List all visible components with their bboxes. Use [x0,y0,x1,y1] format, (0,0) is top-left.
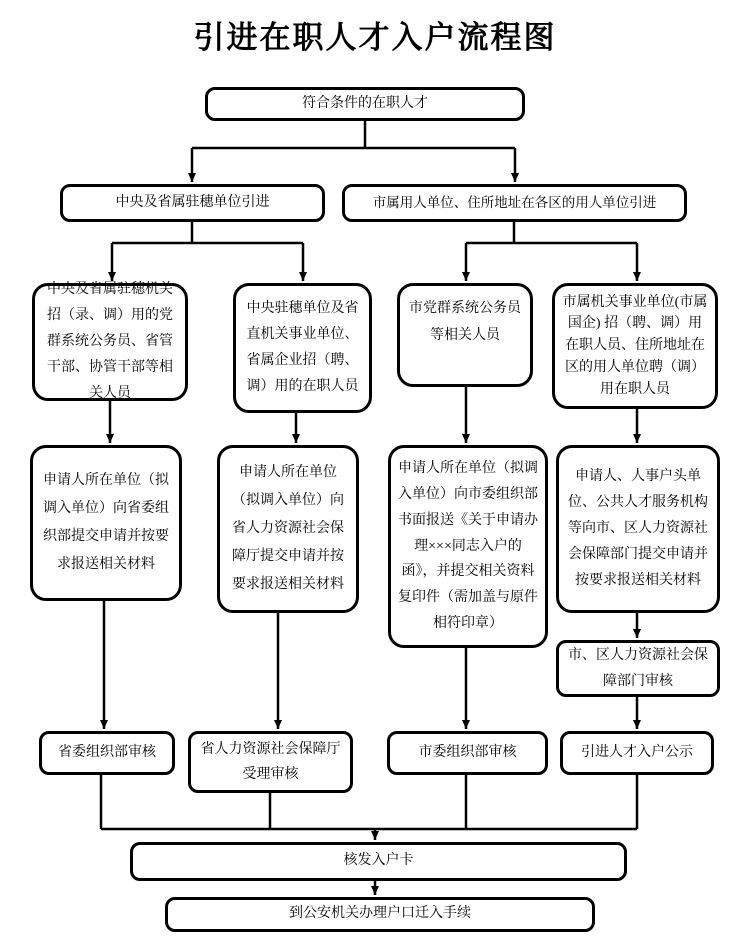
node-police-registration: 到公安机关办理户口迁入手续 [165,897,595,932]
node-issue-household-card: 核发入户卡 [130,842,627,881]
node-apply-city-district-hr: 申请人、人事户头单位、公共人才服务机构等向市、区人力资源社会保障部门提交申请并按要求报送相关材料 [556,445,720,613]
node-review-provincial-hr-dept: 省人力资源社会保障厅受理审核 [188,731,353,793]
node-apply-provincial-org-dept: 申请人所在单位（拟调入单位）向省委组织部提交申请并按要求报送相关材料 [30,445,182,601]
node-category-party-civil-servants: 中央及省属驻穗机关招（录、调）用的党群系统公务员、省管干部、协管干部等相关人员 [32,283,188,401]
node-review-city-org-dept: 市委组织部审核 [387,731,548,775]
node-branch-municipal: 市属用人单位、住所地址在各区的用人单位引进 [342,184,687,222]
node-talent-publicity: 引进人才入户公示 [560,731,714,775]
node-apply-provincial-hr-dept: 申请人所在单位（拟调入单位）向省人力资源社会保障厅提交申请并按要求报送相关材料 [217,445,359,613]
page-title: 引进在职人才入户流程图 [193,20,557,55]
node-category-city-units: 市属机关事业单位(市属国企) 招（聘、调）用在职人员、住所地址在区的用人单位聘（调）用在职人员 [552,283,718,409]
node-branch-central-province: 中央及省属驻穗单位引进 [60,184,325,222]
node-qualified-talent: 符合条件的在职人才 [205,87,525,121]
node-review-city-district-hr: 市、区人力资源社会保障部门审核 [556,640,720,697]
node-category-central-provincial-units: 中央驻穗单位及省直机关事业单位、省属企业招（聘、调）用的在职人员 [233,283,372,413]
node-category-city-party-civil-servants: 市党群系统公务员等相关人员 [397,283,533,387]
node-apply-city-org-dept: 申请人所在单位（拟调入单位）向市委组织部书面报送《关于申请办理×××同志入户的函》，并提交相关资料复印件（需加盖与原件相符印章） [388,445,548,648]
node-review-provincial-org-dept: 省委组织部审核 [39,731,175,775]
